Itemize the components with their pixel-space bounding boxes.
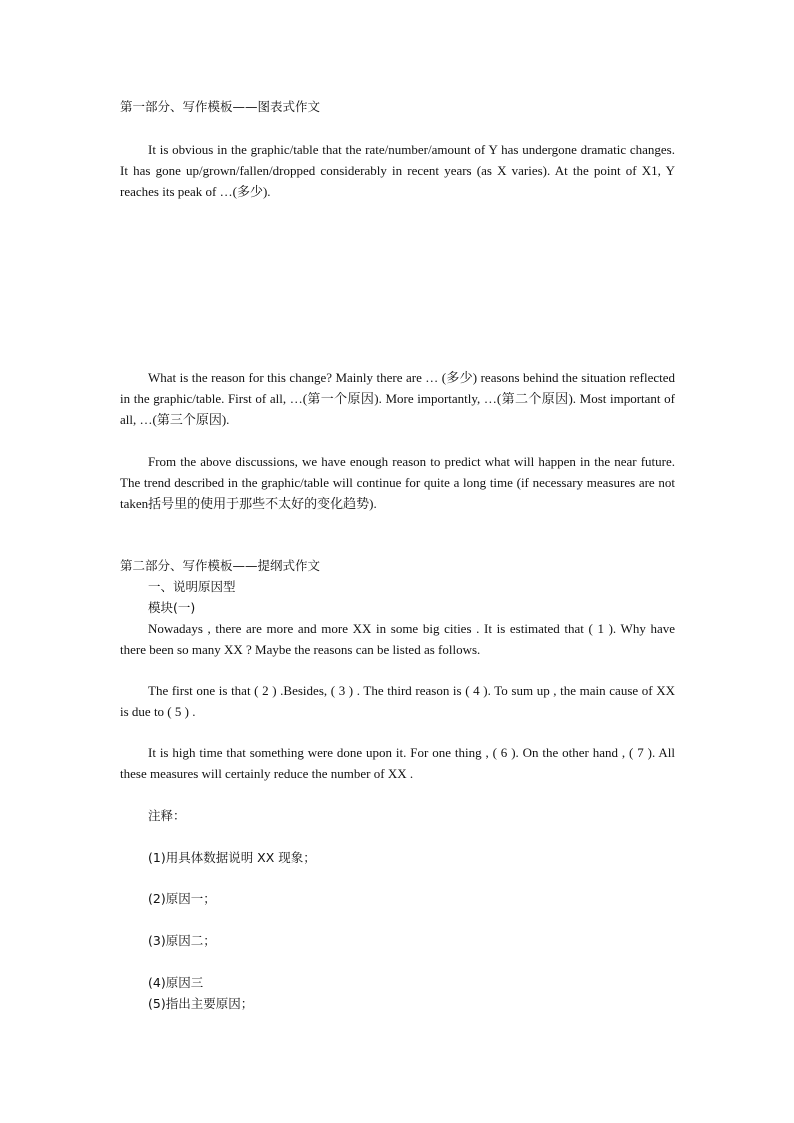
part2-paragraph-1: Nowadays , there are more and more XX in some big cities . It is estimated that ( 1 ). Why have there been so many XX ? Maybe the reasons can be listed as follows.: [120, 621, 675, 657]
part2-heading: 第二部分、写作模板——提纲式作文: [120, 558, 321, 573]
part2-subheading: 一、说明原因型: [148, 579, 236, 594]
notes-label: 注释：: [148, 808, 186, 823]
note-item: (1)用具体数据说明 XX 现象；: [148, 850, 316, 865]
note-item: (5)指出主要原因；: [148, 996, 254, 1011]
part1-heading: 第一部分、写作模板——图表式作文: [120, 99, 321, 114]
part1-paragraph-2: What is the reason for this change? Mainly there are … (多少) reasons behind the situation reflected in the graphic/table. First of all, …(第一个原因). More importantly, …(第二个原因). Most important of all, …(第三个原因).: [120, 370, 675, 427]
note-item: (2)原因一；: [148, 891, 216, 906]
part2-paragraph-3: It is high time that something were done upon it. For one thing , ( 6 ). On the other hand , ( 7 ). All these measures will certainly reduce the number of XX .: [120, 745, 675, 781]
part1-paragraph-3: From the above discussions, we have enough reason to predict what will happen in the near future. The trend described in the graphic/table will continue for quite a long time (if necessary measures are not taken括号里的使用于那些不太好的变化趋势).: [120, 454, 675, 511]
note-item: (3)原因二；: [148, 933, 216, 948]
note-item: (4)原因三: [148, 975, 204, 990]
part1-paragraph-1: It is obvious in the graphic/table that the rate/number/amount of Y has undergone dramatic changes. It has gone up/grown/fallen/dropped considerably in recent years (as X varies). At the point of X1, Y reaches its peak of …(多少).: [120, 142, 675, 199]
module-label: 模块(一): [148, 600, 196, 615]
part2-paragraph-2: The first one is that ( 2 ) .Besides, ( 3 ) . The third reason is ( 4 ). To sum up , the main cause of XX is due to ( 5 ) .: [120, 683, 675, 719]
